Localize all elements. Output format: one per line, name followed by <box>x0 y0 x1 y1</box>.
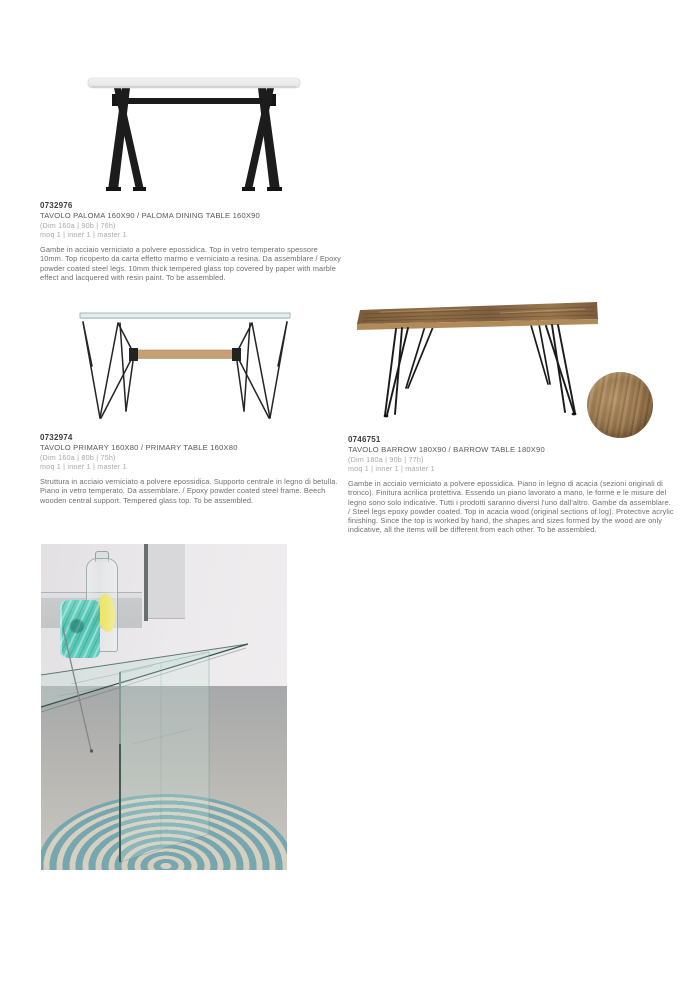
product-dimensions: (Dim 160a | 90b | 76h) <box>40 221 116 230</box>
paloma-table-image <box>86 74 302 194</box>
beech-central-beam <box>129 348 241 361</box>
product-packaging: moq 1 | inner 1 | master 1 <box>348 464 435 473</box>
tempered-glass-top <box>80 313 290 319</box>
product-code: 0732976 <box>40 201 73 210</box>
paloma-marble-top <box>88 78 300 88</box>
product-code: 0746751 <box>348 435 381 444</box>
product-info-primary <box>40 433 342 505</box>
primary-wire-truss-legs <box>83 322 287 418</box>
primary-table-image <box>58 306 312 424</box>
product-packaging: moq 1 | inner 1 | master 1 <box>40 462 127 471</box>
lifestyle-photo <box>41 544 287 870</box>
stretcher-bar <box>116 98 272 104</box>
glass-leg-panel <box>120 652 209 862</box>
paloma-legs <box>106 88 282 191</box>
product-info-paloma <box>40 201 342 282</box>
acacia-wood-swatch-image <box>587 372 653 438</box>
product-info-barrow <box>348 435 674 535</box>
product-code: 0732974 <box>40 433 73 442</box>
barrow-table-image <box>350 300 612 422</box>
product-dimensions: (Dim 160a | 80b | 75h) <box>40 453 116 462</box>
product-title: TAVOLO BARROW 180X90 / BARROW TABLE 180X90 <box>348 445 545 454</box>
product-title: TAVOLO PALOMA 160X90 / PALOMA DINING TABLE 160X90 <box>40 211 260 220</box>
product-description: Gambe in acciaio verniciato a polvere epossidica. Piano in legno di acacia (sezioni originali di tronco). Finitura acrilica protettiva. Essendo un piano lavorato a mano, le forme e le misure del legno sono solo indicative. Tutti i prodotti saranno diversi l'uno dall'altro. Gambe da assemblare. / Steel legs epoxy powder coated. Top in acacia wood (original sections of log). Protective acrylic finishing. Since the top is worked by hand, the shapes and sizes formed by the wood are only indicative, all the items will be different from each other. To be assembled. <box>348 479 674 535</box>
product-title: TAVOLO PRIMARY 160X80 / PRIMARY TABLE 160X80 <box>40 443 238 452</box>
product-dimensions: (Dim 180a | 90b | 77h) <box>348 455 424 464</box>
product-description: Gambe in acciaio verniciato a polvere epossidica. Top in vetro temperato spessore 10mm. Top ricoperto da carta effetto marmo e verniciato a resina. Da assemblare / Epoxy powder coated steel legs. 10mm thick tempered glass top covered by paper with marble effect and lacquered with resin paint. To be assembled. <box>40 245 341 282</box>
acacia-wood-top <box>357 302 598 330</box>
product-packaging: moq 1 | inner 1 | master 1 <box>40 230 127 239</box>
glass-table-overlay <box>41 544 287 870</box>
product-description: Struttura in acciaio verniciato a polvere epossidica. Supporto centrale in legno di betulla. Piano in vetro temperato. Da assemblare. / Epoxy powder coated steel frame. Beech wooden central support. Tempered glass top. To be assembled. <box>40 477 338 505</box>
